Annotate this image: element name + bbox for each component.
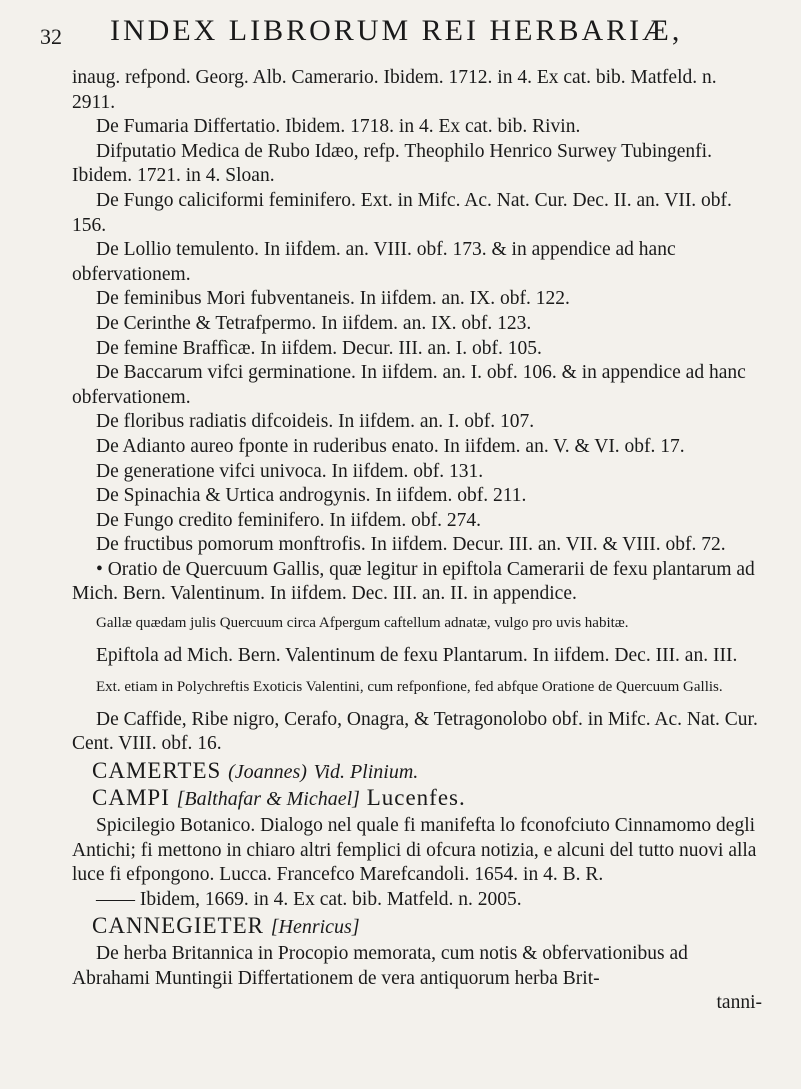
author-given-name: [Balthafar & Michael] — [176, 788, 360, 811]
page-number: 32 — [40, 24, 62, 49]
entry-oratio: • Oratio de Quercuum Gallis, quæ legitur in epiftola Camerarii de fexu plantarum ad Mich. Bern. Valentinum. In iifdem. Dec. III. an. II. in appendice. — [72, 558, 755, 605]
entry-spicilegio: Spicilegio Botanico. Dialogo nel quale fi manifefta lo fconofciuto Cinnamomo degli Antichi; fi mettono in chiaro altri femplici di ofcura notizia, e alcuni del tutto nuovi alla luce fi efpongono. Lucca. Francefco Marefcandoli. 1654. in 4. B. R. — [72, 815, 757, 886]
entry-floribus: De floribus radiatis difcoideis. In iifdem. an. I. obf. 107. — [96, 411, 535, 433]
note-polychrestis: Ext. etiam in Polychreftis Exoticis Valentini, cum refponfione, fed abfque Oratione de Quercuum Gallis. — [96, 678, 723, 695]
author-name: CAMERTES — [92, 757, 222, 783]
entry-inaug: inaug. refpond. Georg. Alb. Camerario. Ibidem. 1712. in 4. Ex cat. bib. Matfeld. n. 2911. — [72, 67, 717, 113]
entry-mori: De feminibus Mori fubventaneis. In iifdem. an. IX. obf. 122. — [96, 288, 570, 310]
entry-lollio: De Lollio temulento. In iifdem. an. VIII. obf. 173. & in appendice ad hanc obfervationem. — [72, 239, 676, 285]
entry-cerinthe: De Cerinthe & Tetrafpermo. In iifdem. an. IX. obf. 123. — [96, 312, 532, 334]
entry-casside: De Caffide, Ribe nigro, Cerafo, Onagra, & Tetragonolobo obf. in Mifc. Ac. Nat. Cur. Cent. VIII. obf. 16. — [72, 708, 758, 755]
entry-epistola: Epiftola ad Mich. Bern. Valentinum de fexu Plantarum. In iifdem. Dec. III. an. III. — [96, 645, 738, 667]
entry-baccarum: De Baccarum vifci germinatione. In iifdem. an. I. obf. 106. & in appendice ad hanc obfervationem. — [72, 362, 746, 408]
entry-generatione: De generatione vifci univoca. In iifdem. obf. 131. — [96, 460, 484, 482]
note-gallae: Gallæ quædam julis Quercuum circa Afpergum caftellum adnatæ, vulgo pro uvis habitæ. — [96, 615, 629, 632]
entry-ibidem-1669: —— Ibidem, 1669. in 4. Ex cat. bib. Matfeld. n. 2005. — [96, 888, 522, 910]
author-place: Lucenfes. — [366, 785, 466, 811]
entry-brassicae: De femine Braffìcæ. In iifdem. Decur. III. an. I. obf. 105. — [96, 337, 542, 359]
author-name: CAMPI — [92, 785, 170, 811]
author-given-name: (Joannes) — [228, 760, 307, 783]
author-name: CANNEGIETER — [92, 913, 264, 939]
entry-rubo-idaeo: Difputatio Medica de Rubo Idæo, refp. Theophilo Henrico Surwey Tubingenfi. Ibidem. 1721. in 4. Sloan. — [72, 140, 712, 187]
heading-camertes — [72, 759, 762, 785]
author-given-name: [Henricus] — [270, 916, 360, 939]
entry-adianto: De Adianto aureo fponte in ruderibus enato. In iifdem. an. V. & VI. obf. 17. — [96, 435, 685, 457]
heading-cannegieter — [72, 914, 762, 940]
running-title: INDEX LIBRORUM REI HERBARIÆ, — [110, 14, 683, 47]
entry-fructibus: De fructibus pomorum monftrofis. In iifdem. Decur. III. an. VII. & VIII. obf. 72. — [96, 534, 726, 556]
catchword: tanni- — [716, 992, 762, 1014]
page-header — [40, 8, 761, 56]
entry-spinachia: De Spinachia & Urtica androgynis. In iifdem. obf. 211. — [96, 485, 527, 507]
cross-reference: Vid. Plinium. — [313, 760, 419, 783]
entry-fungo-credito: De Fungo credito feminifero. In iifdem. obf. 274. — [96, 509, 482, 531]
entry-herba-britannica: De herba Britannica in Procopio memorata, cum notis & obfervationibus ad Abrahami Muntingii Differtationem de vera antiquorum herba Brit- — [72, 943, 688, 989]
heading-campi — [72, 786, 762, 812]
entry-fungo-caliciformi: De Fungo caliciformi feminifero. Ext. in Mifc. Ac. Nat. Cur. Dec. II. an. VII. obf. 156. — [72, 189, 732, 236]
entry-fumaria: De Fumaria Differtatio. Ibidem. 1718. in 4. Ex cat. bib. Rivin. — [96, 116, 581, 138]
index-content — [72, 66, 762, 1016]
